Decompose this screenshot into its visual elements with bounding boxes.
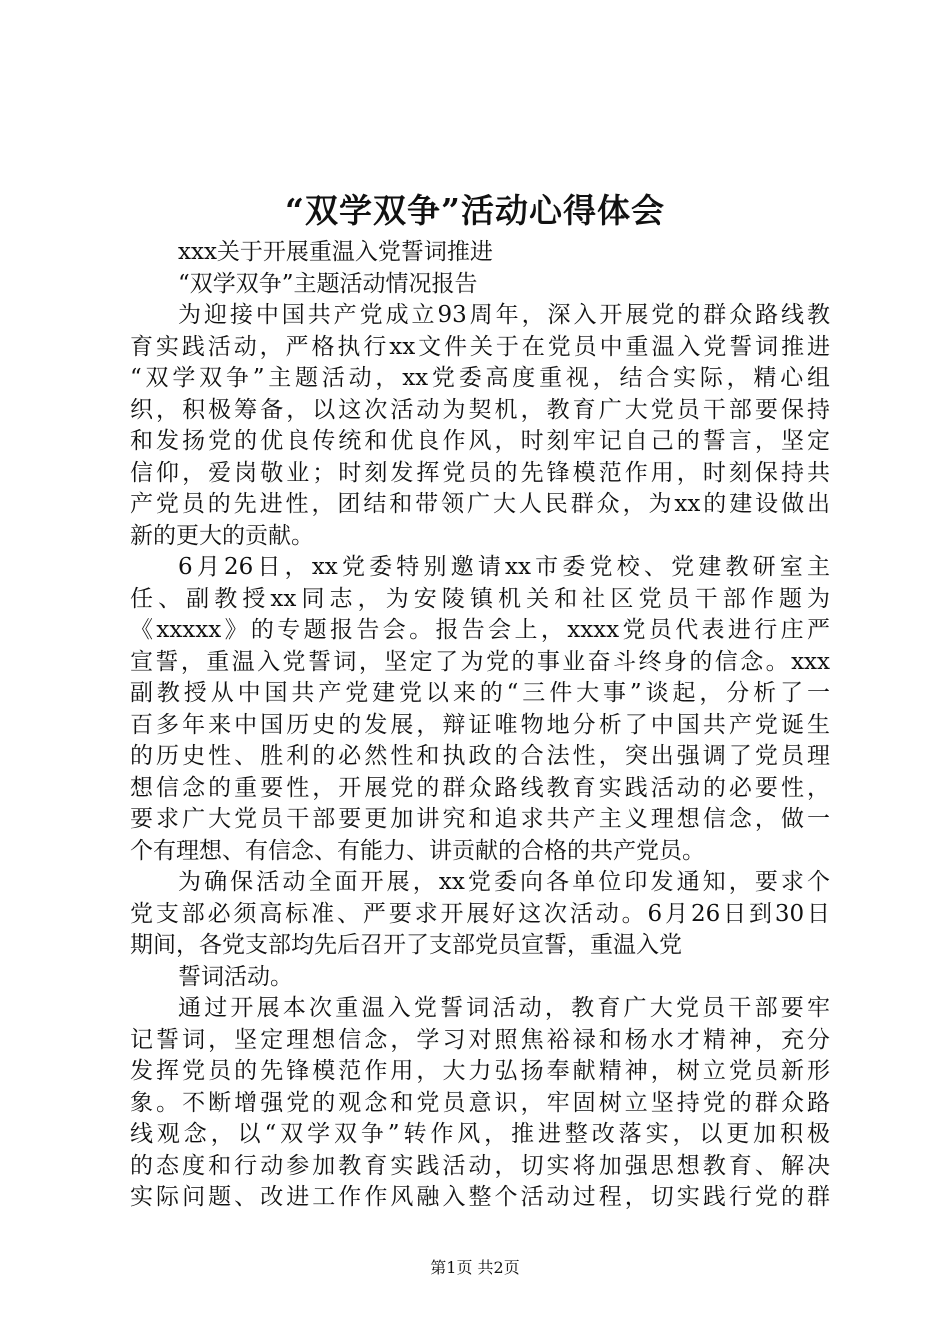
text-line: 实际问题、改进工作作风融入整个活动过程，切实践行党的群 bbox=[130, 1184, 830, 1210]
page-footer: 第1页 共2页 bbox=[430, 1258, 520, 1277]
text-line: 个有理想、有信念、有能力、讲贡献的合格的共产党员。 bbox=[130, 837, 705, 864]
text-line: 信仰，爱岗敬业；时刻发挥党员的先锋模范作用，时刻保持共 bbox=[130, 459, 830, 486]
text-line: “双学双争”主题活动情况报告 bbox=[178, 270, 478, 297]
text-line: 的态度和行动参加教育实践活动，切实将加强思想教育、解决 bbox=[130, 1152, 830, 1179]
text-line: 记誓词，坚定理想信念，学习对照焦裕禄和杨水才精神，充分 bbox=[130, 1026, 830, 1053]
text-line: 为确保活动全面开展，xx党委向各单位印发通知，要求个 bbox=[178, 869, 830, 895]
text-line: 《xxxxx》的专题报告会。报告会上，xxxx党员代表进行庄严 bbox=[130, 617, 830, 643]
text-line: 的历史性、胜利的必然性和执政的合法性，突出强调了党员理 bbox=[130, 743, 830, 769]
text-line: 和发扬党的优良传统和优良作风，时刻牢记自己的誓言，坚定 bbox=[130, 428, 830, 454]
text-line: 6月26日，xx党委特别邀请xx市委党校、党建教研室主 bbox=[178, 554, 830, 580]
text-line: 象。不断增强党的观念和党员意识，牢固树立坚持党的群众路 bbox=[130, 1089, 830, 1116]
text-line: 任、副教授xx同志，为安陵镇机关和社区党员干部作题为 bbox=[130, 585, 830, 612]
document-title: “双学双争”活动心得体会 bbox=[285, 191, 665, 230]
text-line: 期间，各党支部均先后召开了支部党员宣誓，重温入党 bbox=[130, 932, 682, 958]
text-line: 线观念，以“双学双争”转作风，推进整改落实，以更加积极 bbox=[130, 1121, 830, 1147]
text-line: 百多年来中国历史的发展，辩证唯物地分析了中国共产党诞生 bbox=[130, 711, 830, 738]
text-line: 要求广大党员干部要更加讲究和追求共产主义理想信念，做一 bbox=[130, 806, 830, 832]
text-line: 想信念的重要性，开展党的群众路线教育实践活动的必要性， bbox=[130, 774, 830, 801]
text-line: 党支部必须高标准、严要求开展好这次活动。6月26日到30日 bbox=[130, 900, 830, 927]
text-line: 誓词活动。 bbox=[178, 963, 293, 990]
text-line: 宣誓，重温入党誓词，坚定了为党的事业奋斗终身的信念。xxx bbox=[130, 648, 830, 675]
text-line: 织，积极筹备，以这次活动为契机，教育广大党员干部要保持 bbox=[130, 396, 830, 423]
text-line: 为迎接中国共产党成立93周年，深入开展党的群众路线教 bbox=[178, 302, 830, 328]
text-line: 育实践活动，严格执行xx文件关于在党员中重温入党誓词推进 bbox=[130, 333, 830, 360]
text-line: xxx关于开展重温入党誓词推进 bbox=[178, 239, 493, 265]
text-line: 新的更大的贡献。 bbox=[130, 522, 314, 549]
text-line: 通过开展本次重温入党誓词活动，教育广大党员干部要牢 bbox=[178, 995, 830, 1021]
text-line: 发挥党员的先锋模范作用，大力弘扬奉献精神，树立党员新形 bbox=[130, 1058, 830, 1084]
document-body bbox=[130, 237, 830, 1214]
text-line: “双学双争”主题活动，xx党委高度重视，结合实际，精心组 bbox=[130, 365, 830, 391]
text-line: 副教授从中国共产党建党以来的“三件大事”谈起，分析了一 bbox=[130, 680, 830, 706]
text-line: 产党员的先进性，团结和带领广大人民群众，为xx的建设做出 bbox=[130, 491, 830, 517]
